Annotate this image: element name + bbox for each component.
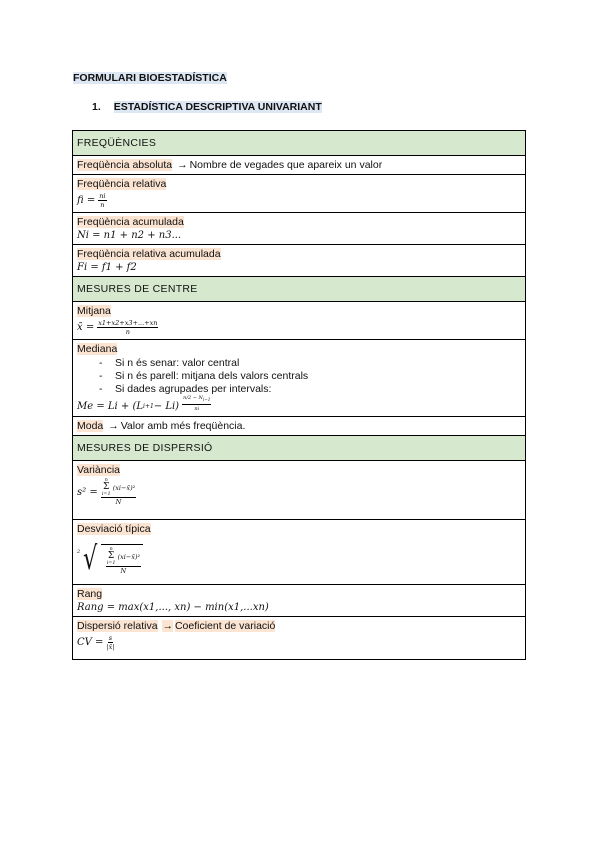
numerator <box>101 478 137 498</box>
numerator: x1+x2+x3+...+xn <box>98 319 158 327</box>
median-rules-list <box>99 357 521 396</box>
cumulative-frequency-label: Freqüència acumulada <box>77 216 184 228</box>
variance-label: Variància <box>77 464 120 476</box>
median-label: Mediana <box>77 343 118 355</box>
numerator: ni <box>99 192 106 200</box>
absolute-frequency-label: Freqüència absoluta <box>77 159 173 171</box>
group-header-dispersion: MESURES DE DISPERSIÓ <box>73 436 526 461</box>
sum-symbol: n Σ i=1 <box>101 477 111 497</box>
sum-lower: i=1 <box>106 560 116 566</box>
radical-icon: √ <box>83 539 98 577</box>
list-item: - Si n és senar: valor central <box>99 357 521 370</box>
document-title: FORMULARI BIOESTADÍSTICA <box>73 72 227 84</box>
radicand <box>101 544 144 575</box>
row-mean <box>73 302 526 340</box>
formula-table <box>72 130 526 660</box>
arrow-icon: → <box>108 420 119 432</box>
formula-lhs: s² = <box>77 486 98 498</box>
sum-lower: i=1 <box>101 491 111 497</box>
range-label: Rang <box>77 588 103 600</box>
fraction <box>97 319 158 336</box>
row-cumulative-frequency <box>73 213 526 245</box>
fraction <box>106 547 142 575</box>
arrow-icon: → <box>162 620 173 632</box>
subscript: i−1 <box>202 397 211 402</box>
numerator-text: n/2 − N <box>183 395 203 401</box>
fraction <box>98 192 106 209</box>
sum-upper: n <box>104 477 108 483</box>
row-relative-cumulative-frequency <box>73 245 526 277</box>
relative-dispersion-desc: Coeficient de variació <box>174 620 276 632</box>
numerator: s <box>108 634 113 642</box>
standard-deviation-formula <box>77 537 521 575</box>
square-root <box>77 541 143 575</box>
numerator <box>106 547 142 567</box>
group-header-frequencies: FREQÜÈNCIES <box>73 131 526 156</box>
subscript: i+1 <box>143 403 154 410</box>
row-absolute-frequency <box>73 156 526 175</box>
section-title <box>92 101 322 113</box>
mean-label: Mitjana <box>77 305 111 317</box>
formula-part: Me = Li + (L <box>77 401 144 412</box>
mean-formula <box>77 319 521 336</box>
denominator: N <box>120 567 127 575</box>
cv-formula <box>77 634 521 651</box>
denominator: N <box>115 498 122 506</box>
row-variance <box>73 461 526 520</box>
formula-lhs: CV = <box>77 637 104 648</box>
absolute-frequency-desc: Nombre de vegades que apareix un valor <box>189 159 383 171</box>
standard-deviation-label: Desviació típica <box>77 523 151 535</box>
arrow-icon: → <box>177 159 188 171</box>
mode-label: Moda <box>77 420 104 432</box>
median-formula <box>77 395 521 413</box>
relative-cumulative-frequency-formula: Fi = f1 + f2 <box>77 262 137 273</box>
relative-dispersion-label: Dispersió relativa <box>77 620 158 632</box>
denominator: n <box>125 328 130 336</box>
denominator: |x̄| <box>106 643 115 651</box>
row-range <box>73 585 526 617</box>
sum-upper: n <box>109 546 113 552</box>
row-relative-dispersion <box>73 617 526 660</box>
formula-lhs: fi = <box>77 195 96 206</box>
relative-cumulative-frequency-label: Freqüència relativa acumulada <box>77 248 221 260</box>
range-formula: Rang = max(x1,..., xn) − min(x1,...xn) <box>77 602 269 613</box>
sum-term: (xi−x̄)² <box>117 552 141 561</box>
cumulative-frequency-formula: Ni = n1 + n2 + n3... <box>77 230 182 241</box>
formula-lhs: x̄ = <box>77 322 95 333</box>
denominator: ni <box>194 406 200 412</box>
mode-desc: Valor amb més freqüència. <box>120 420 246 432</box>
section-number: 1. <box>92 101 101 113</box>
section-title-text: ESTADÍSTICA DESCRIPTIVA UNIVARIANT <box>113 101 322 113</box>
row-median <box>73 340 526 417</box>
row-mode <box>73 417 526 436</box>
formula-part: − Li) <box>153 401 180 412</box>
fraction <box>106 634 114 651</box>
list-item: - Si n és parell: mitjana dels valors centrals <box>99 370 521 383</box>
fraction <box>101 478 137 506</box>
relative-frequency-label: Freqüència relativa <box>77 178 167 190</box>
root-index: 2 <box>77 549 81 555</box>
list-item: - Si dades agrupades per intervals: <box>99 383 521 396</box>
denominator: n <box>100 201 105 209</box>
group-header-centre: MESURES DE CENTRE <box>73 277 526 302</box>
variance-formula <box>77 478 521 506</box>
relative-frequency-formula <box>77 192 521 209</box>
row-relative-frequency <box>73 175 526 213</box>
sum-term: (xi−x̄)² <box>112 483 136 492</box>
row-standard-deviation <box>73 520 526 585</box>
exponent-fraction <box>182 394 211 413</box>
sum-symbol: n Σ i=1 <box>106 546 116 566</box>
